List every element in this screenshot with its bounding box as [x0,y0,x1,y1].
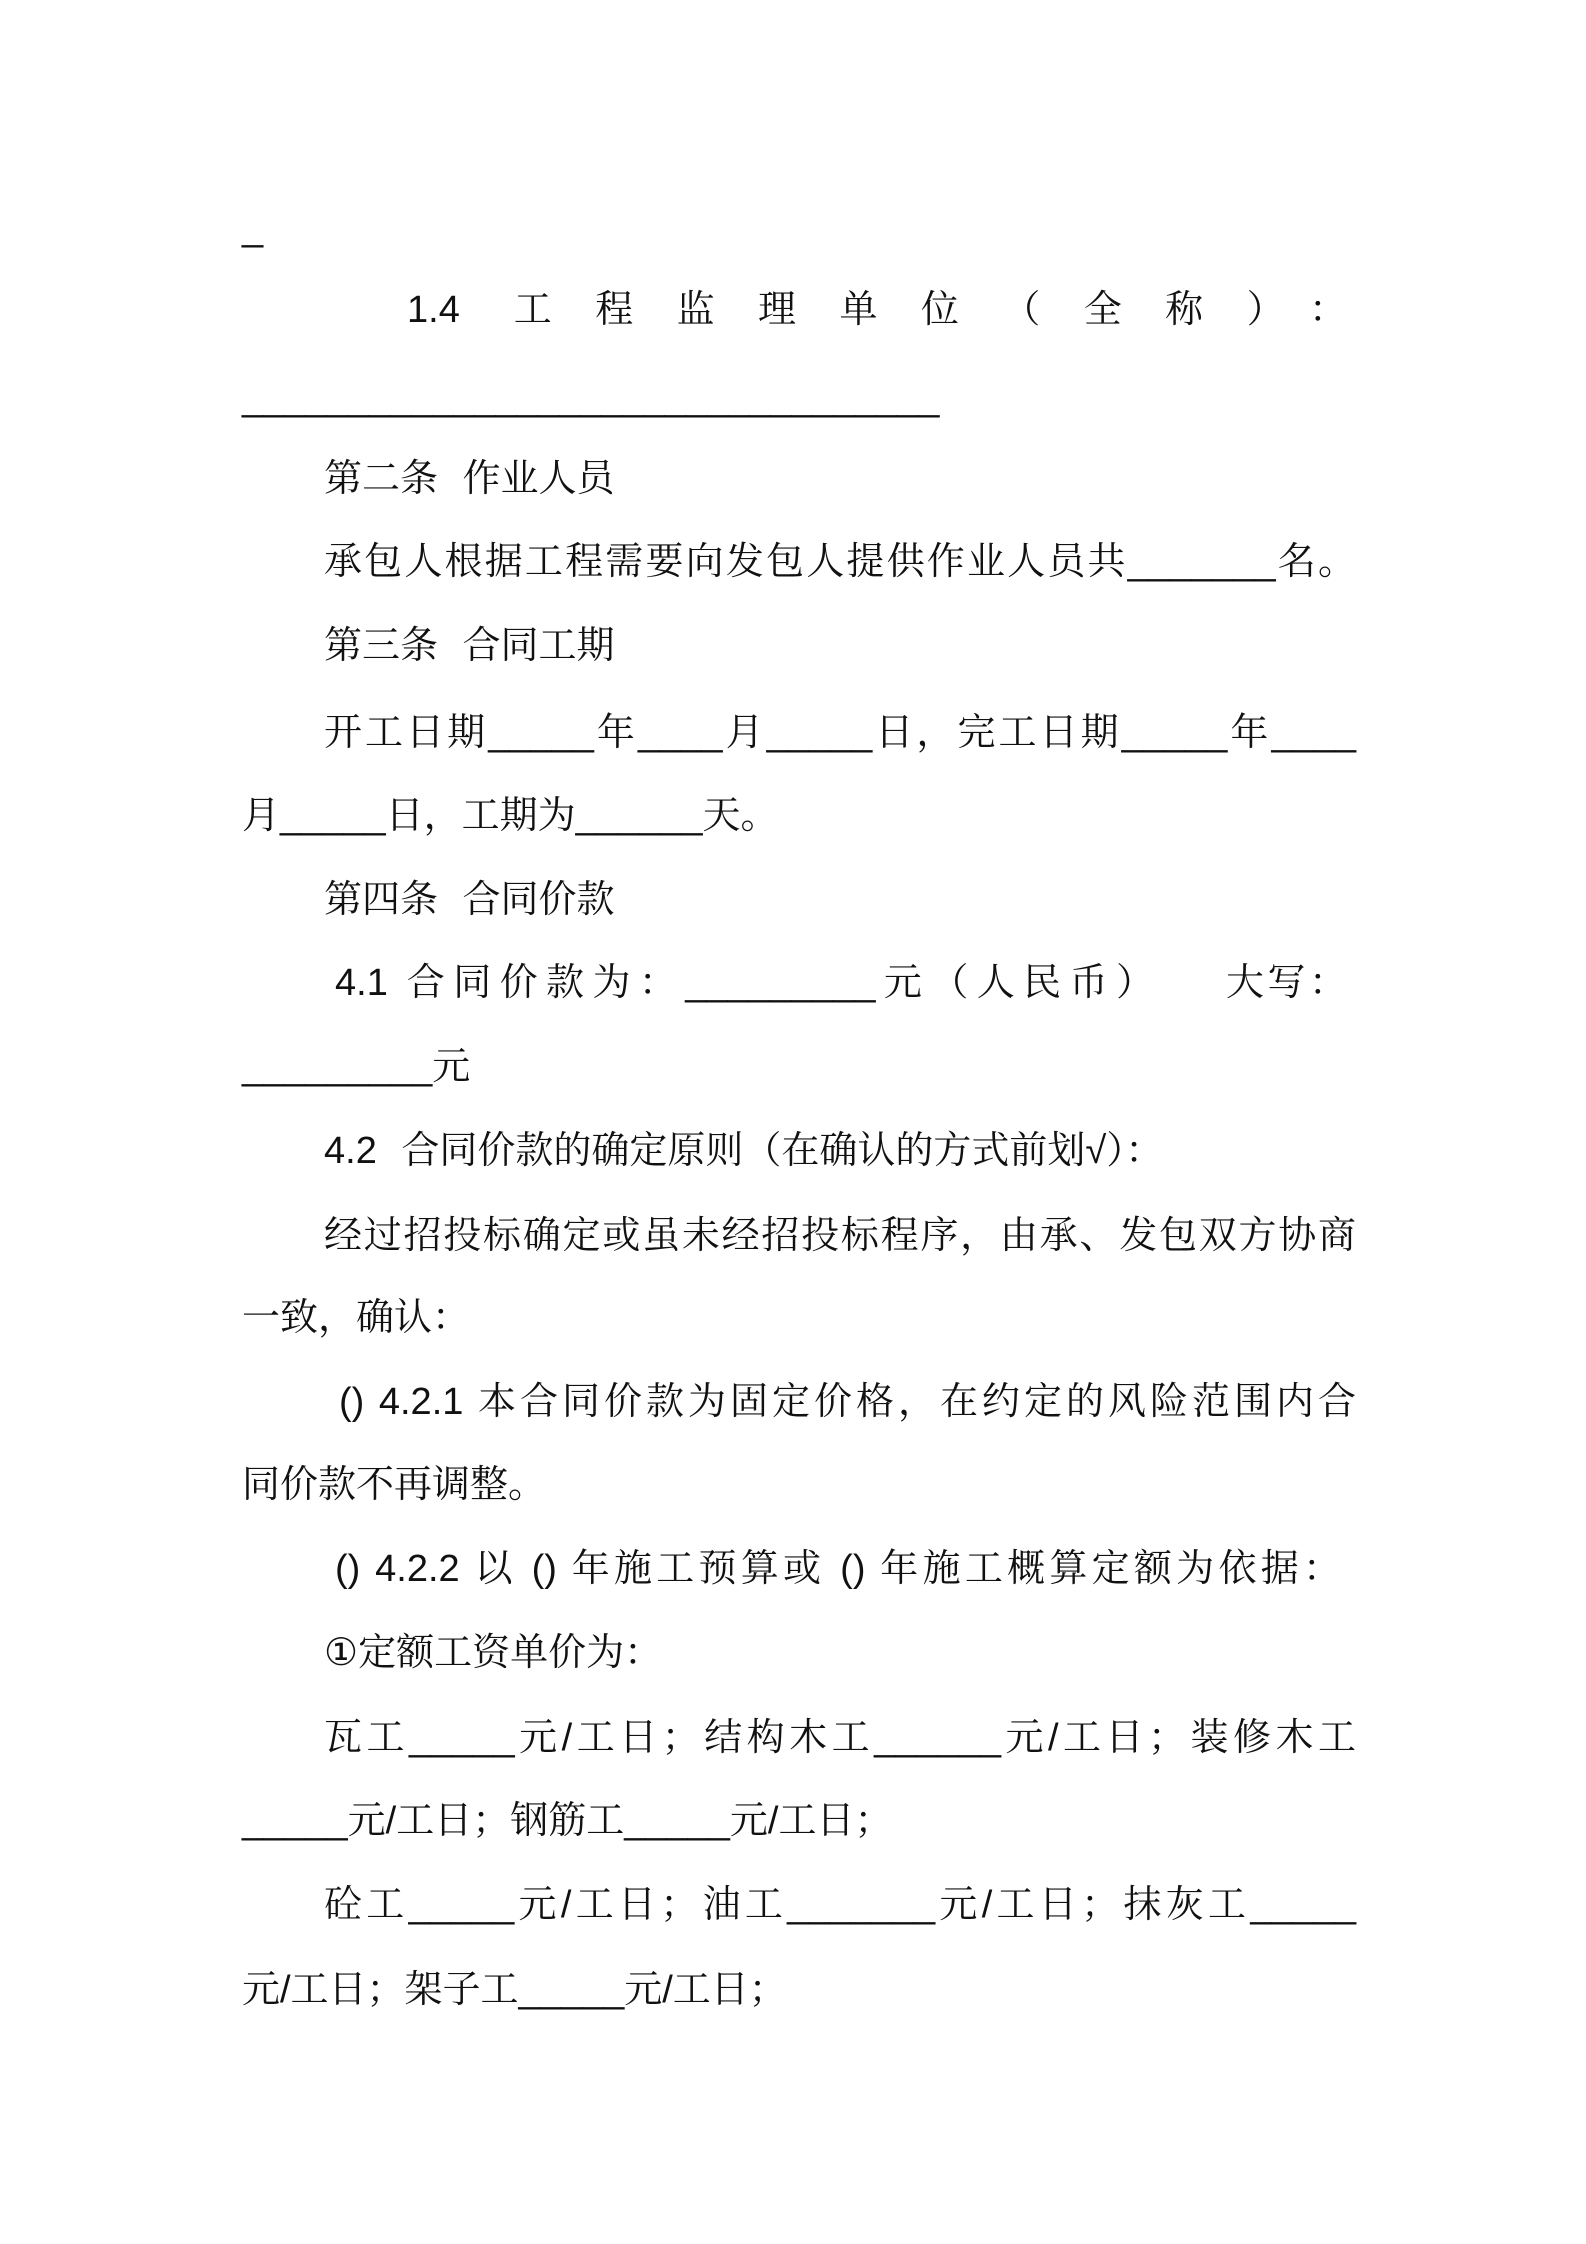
wage-line-4: 元/工日；架子工_____元/工日； [242,1969,787,2011]
clause-4-1-price-line: 4.1 合同价款为：_________元（人民币） [335,962,1154,1004]
article-3-title: 第三条 合同工期 [324,625,615,667]
clause-4-1-capital-label: 大写： [1226,962,1347,1004]
option-4-2-1-line-2: 同价款不再调整。 [242,1464,547,1506]
article-2-title: 第二条 作业人员 [324,458,615,500]
section-1-4-fill-blank: _________________________________ [242,377,940,419]
clause-4-2-intro-line-2: 一致，确认： [242,1297,471,1339]
wage-line-3: 砼工_____元/工日；油工_______元/工日；抹灰工_____ [324,1884,1356,1926]
article-3-body-line-2: 月_____日，工期为______天。 [242,795,779,837]
clause-4-2-intro-line-1: 经过招投标确定或虽未经招投标程序，由承、发包双方协商 [324,1215,1356,1257]
article-4-title: 第四条 合同价款 [324,879,615,921]
article-2-body: 承包人根据工程需要向发包人提供作业人员共_______名。 [324,541,1356,583]
article-3-body-line-1: 开工日期_____年____月_____日，完工日期_____年____ [324,712,1356,754]
wage-line-1: 瓦工_____元/工日；结构木工______元/工日；装修木工 [324,1717,1356,1759]
option-4-2-1-line-1: () 4.2.1 本合同价款为固定价格，在约定的风险范围内合 [339,1381,1356,1423]
option-4-2-2-line-1: () 4.2.2 以 () 年施工预算或 () 年施工概算定额为依据： [335,1548,1341,1590]
wage-line-2: _____元/工日；钢筋工_____元/工日； [242,1800,893,1842]
wage-heading: ①定额工资单价为： [324,1632,663,1674]
top-fragment-blank: _ [242,207,264,249]
clause-4-2-heading: 4.2 合同价款的确定原则（在确认的方式前划√）： [324,1130,1164,1172]
clause-4-1-capital-blank: _________元 [242,1046,471,1088]
section-1-4-label: 1.4 工程监理单位（全称）： [407,289,1347,331]
